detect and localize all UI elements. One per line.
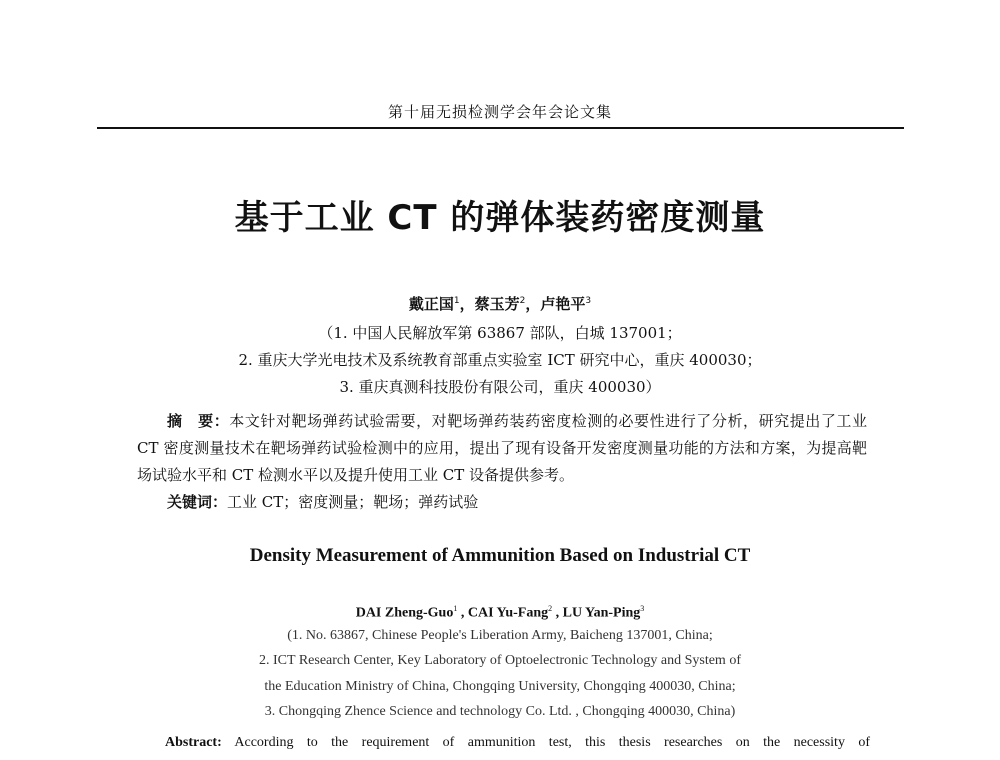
author-cn-sep: ， [525,295,541,313]
author-en: LU Yan-Ping [562,605,641,621]
abstract-en-text: According to the requirement of ammunition test, this thesis researches on the necessity of [221,735,870,750]
running-header: 第十届无损检测学会年会论文集 [387,103,612,121]
abstract-en-label: Abstract: [165,735,222,750]
author-cn: 戴正国 [408,295,454,313]
keywords-cn-text: 工业 CT；密度测量；靶场；弹药试验 [227,493,479,511]
paper-title-cn: 基于工业 CT 的弹体装药密度测量 [234,198,766,238]
keywords-cn [137,489,867,516]
abstract-en [165,735,870,751]
author-en: CAI Yu-Fang [467,605,549,621]
abstract-cn-label: 摘 要： [167,412,230,430]
author-cn-sep: ， [459,295,475,313]
paper-title-en: Density Measurement of Ammunition Based on Industrial CT [249,545,751,566]
affiliation-en-3: the Education Ministry of China, Chongqing University, Chongqing 400030, China; [264,679,736,694]
author-cn-affil: 2 [519,296,526,306]
author-en-sep: , [457,605,468,621]
affiliation-en-1: (1. No. 63867, Chinese People's Liberation Army, Baicheng 137001, China; [287,628,713,643]
affiliation-en-2: 2. ICT Research Center, Key Laboratory of Optoelectronic Technology and System of [259,653,741,668]
author-en-affil: 1 [453,604,458,613]
keywords-cn-label: 关键词： [167,493,228,511]
author-en: DAI Zheng-Guo [355,605,454,621]
affiliation-cn-3: 3. 重庆真测科技股份有限公司，重庆 400030） [339,378,661,396]
author-cn: 蔡玉芳 [474,295,520,313]
author-cn-affil: 3 [585,296,592,306]
abstract-cn-text: 本文针对靶场弹药试验需要，对靶场弹药装药密度检测的必要性进行了分析，研究提出了工业 CT 密度测量技术在靶场弹药试验检测中的应用，提出了现有设备开发密度测量功能的方法和方案，为提高靶场试验水平和 CT 检测水平以及提升使用工业 CT 设备提供参考。 [137,412,867,484]
header-rule-thick [97,127,904,129]
author-en-sep: , [552,605,563,621]
affiliation-cn-2: 2. 重庆大学光电技术及系统教育部重点实验室 ICT 研究中心，重庆 400030； [238,351,762,369]
authors-cn [0,293,1000,314]
abstract-cn [137,408,867,489]
authors-en [0,604,1000,622]
author-cn: 卢艳平 [540,295,586,313]
author-en-affil: 2 [548,604,553,613]
affiliation-cn-1: （1. 中国人民解放军第 63867 部队，白城 137001； [318,324,682,342]
affiliation-en-4: 3. Chongqing Zhence Science and technology Co. Ltd. , Chongqing 400030, China) [264,704,736,719]
author-en-affil: 3 [640,604,645,613]
author-cn-affil: 1 [453,296,460,306]
